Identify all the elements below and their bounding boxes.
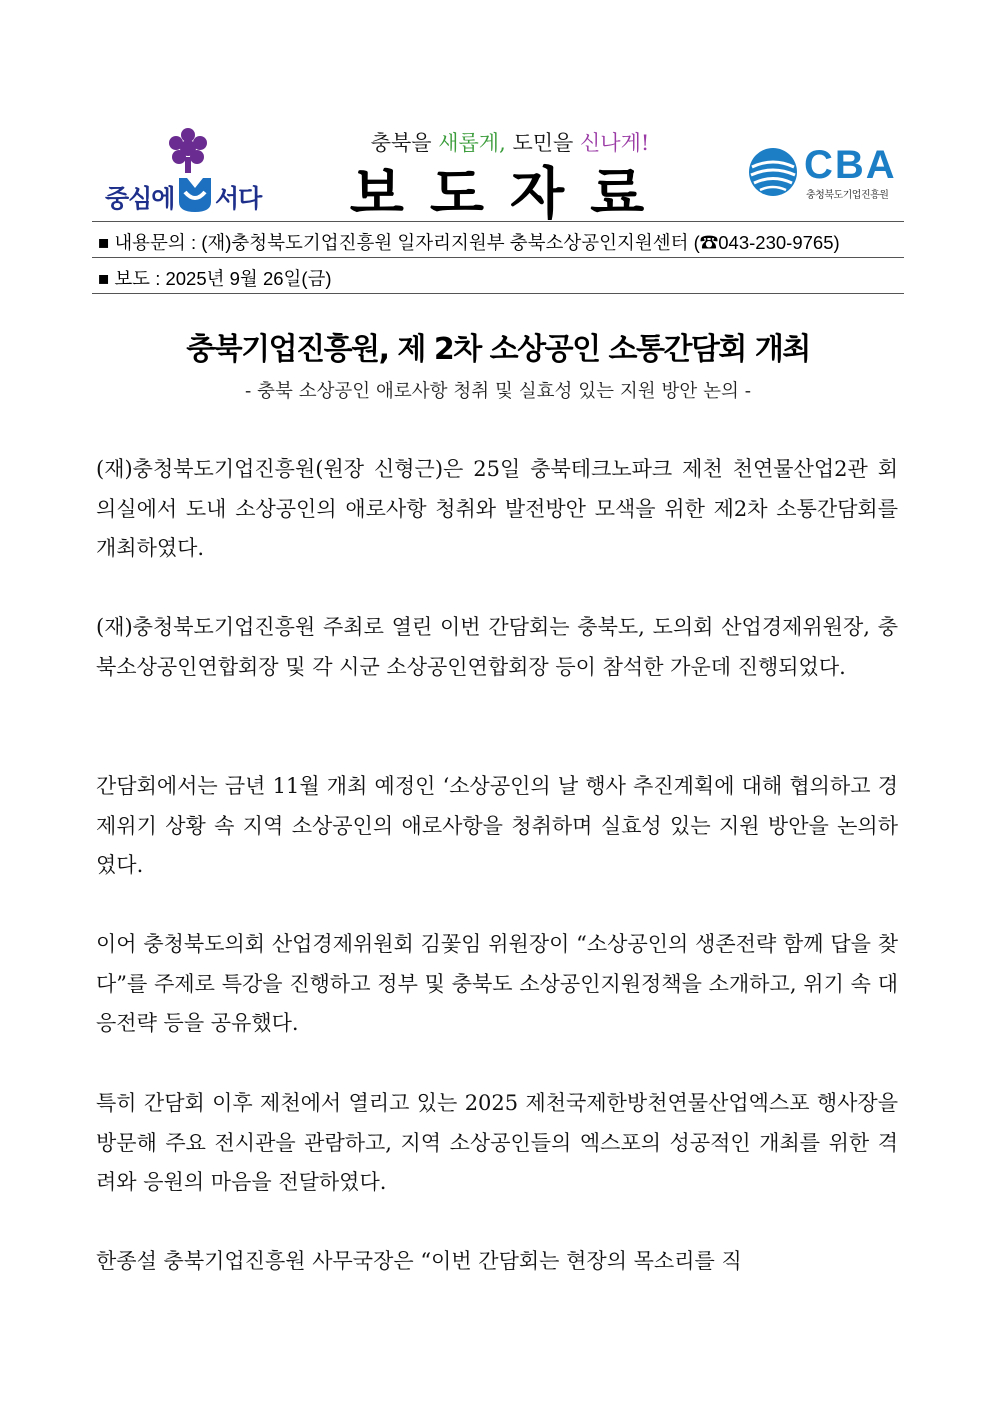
slogan-logo	[105, 127, 265, 217]
cba-logo-subtext: 충청북도기업진흥원	[806, 190, 889, 201]
slogan-part: 도민을	[505, 131, 580, 155]
slogan-part-purple: 신나게!	[580, 131, 650, 155]
release-date: ■ 보도 : 2025년 9월 26일(금)	[98, 268, 332, 289]
paragraph-text: 이어 충청북도의회 산업경제위원회 김꽃임 위원장이 “소상공인의 생존전략 함께 답을 찾다”를 주제로 특강을 진행하고 정부 및 충북도 소상공인지원정책을 소개하고, 위기 속 대응전략 등을 공유했다.	[96, 932, 898, 1035]
article-paragraph	[96, 1084, 898, 1203]
logo-text-left: 중심에	[105, 184, 175, 213]
divider	[92, 257, 904, 258]
divider	[92, 221, 904, 222]
paragraph-text: 한종설 충북기업진흥원 사무국장은 “이번 간담회는 현장의 목소리를 직	[96, 1249, 742, 1273]
article-headline: 충북기업진흥원, 제 2차 소상공인 소통간담회 개최	[186, 332, 810, 367]
paragraph-text: (재)충청북도기업진흥원 주최로 열린 이번 간담회는 충북도, 도의회 산업경제위원장, 충북소상공인연합회장 및 각 시군 소상공인연합회장 등이 참석한 가운데 진행되었다.	[96, 615, 898, 679]
article-paragraph	[96, 608, 898, 687]
page-title: 보도자료	[349, 162, 671, 227]
paragraph-text: (재)충청북도기업진흥원(원장 신형근)은 25일 충북테크노파크 제천 천연물산업2관 회의실에서 도내 소상공인의 애로사항 청취와 발전방안 모색을 위한 제2차 소통간담회를 개최하였다.	[96, 457, 898, 560]
flower-emblem-icon	[167, 127, 209, 173]
paragraph-text: 간담회에서는 금년 11월 개최 예정인 ‘소상공인의 날 행사 추진계획에 대해 협의하고 경제위기 상황 속 지역 소상공인의 애로사항을 청취하며 실효성 있는 지원 방안을 논의하였다.	[96, 774, 898, 877]
paragraph-text: 특히 간담회 이후 제천에서 열리고 있는 2025 제천국제한방천연물산업엑스포 행사장을 방문해 주요 전시관을 관람하고, 지역 소상공인들의 엑스포의 성공적인 개최를 위한 격려와 응원의 마음을 전달하였다.	[96, 1091, 898, 1194]
cba-logo	[748, 145, 908, 205]
globe-icon	[748, 147, 798, 197]
article-paragraph	[96, 925, 898, 1044]
article-paragraph	[96, 767, 898, 886]
divider	[92, 293, 904, 294]
article-paragraph	[96, 1242, 898, 1282]
slogan-part-green: 새롭게,	[438, 131, 506, 155]
article-paragraph	[96, 450, 898, 569]
cup-emblem-icon	[177, 174, 213, 214]
article-subheadline: - 충북 소상공인 애로사항 청취 및 실효성 있는 지원 방안 논의 -	[244, 381, 752, 402]
contact-info: ■ 내용문의 : (재)충청북도기업진흥원 일자리지원부 충북소상공인지원센터 (☎043-230-9765)	[98, 232, 840, 253]
logo-text-right: 서다	[215, 184, 262, 213]
cba-logo-text: CBA	[804, 143, 897, 187]
slogan-part: 충북을	[370, 131, 439, 155]
